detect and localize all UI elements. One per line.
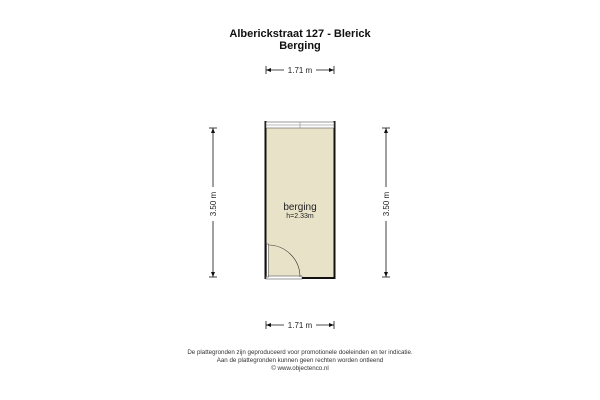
right-dimension-label: 3.50 m — [382, 191, 391, 217]
room-height: h=2.33m — [286, 213, 314, 220]
plan-subtitle: Berging — [279, 40, 321, 52]
window — [266, 122, 334, 128]
disclaimer-line-1: De plattegronden zijn geproduceerd voor promotionele doeleinden en ter indicatie. — [187, 349, 413, 356]
bottom-dimension — [266, 319, 334, 330]
copyright-line: © www.objectenco.nl — [271, 365, 329, 372]
plan-title: Alberickstraat 127 - Blerick — [229, 28, 371, 40]
left-dimension — [207, 128, 219, 277]
top-dimension — [266, 64, 334, 75]
disclaimer-line-2: Aan de plattegronden kunnen geen rechten worden ontleend — [216, 357, 384, 364]
right-dimension — [380, 128, 392, 277]
room-name: berging — [283, 202, 317, 213]
bottom-dimension-label: 1.71 m — [287, 321, 313, 330]
top-dimension-label: 1.71 m — [287, 66, 313, 75]
left-dimension-label: 3.50 m — [209, 191, 218, 217]
